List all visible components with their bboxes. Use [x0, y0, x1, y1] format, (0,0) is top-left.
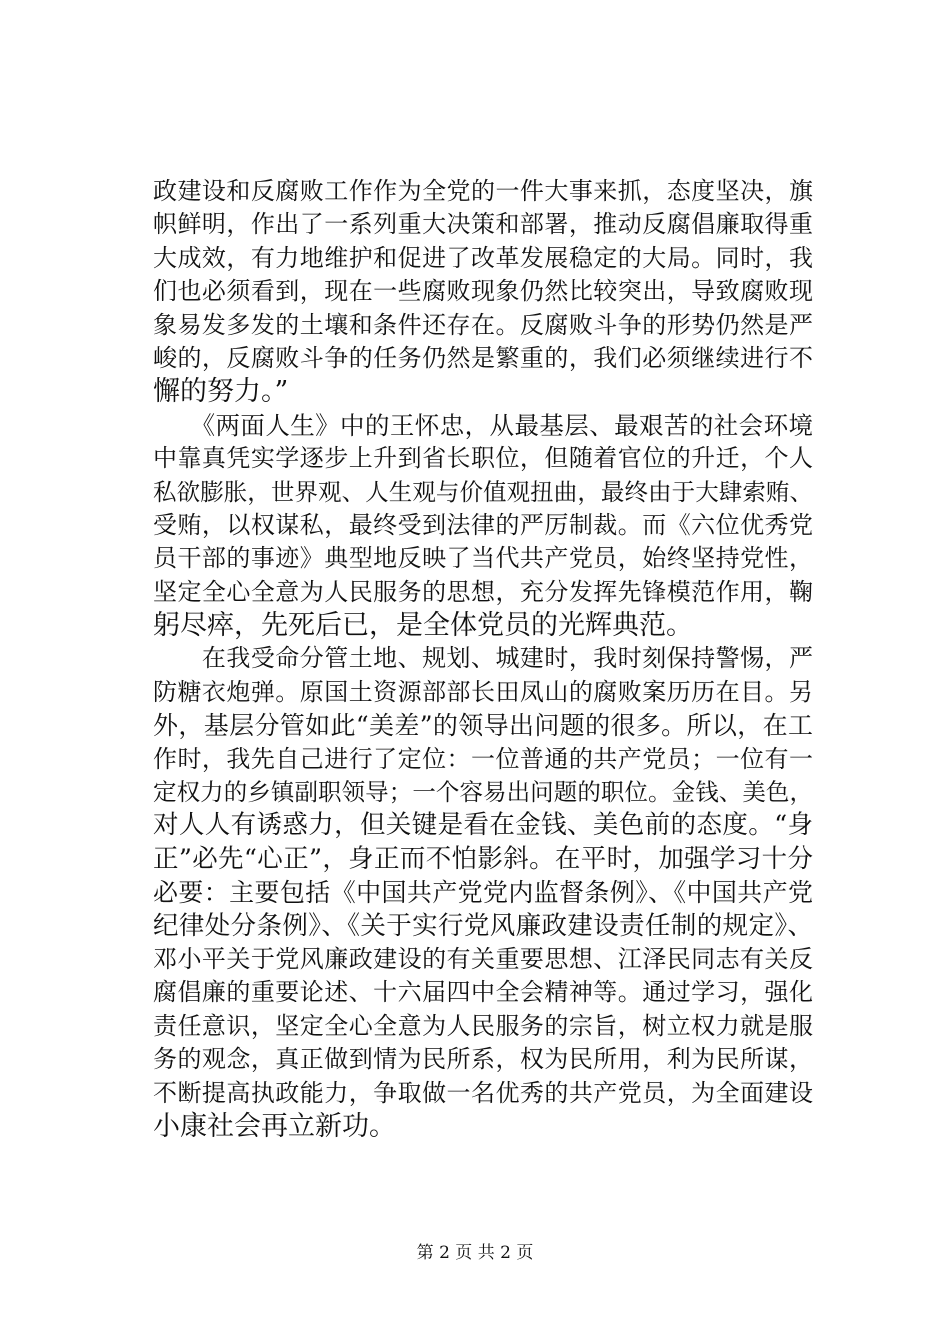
text-line: 腐倡廉的重要论述、十六届四中全会精神等。通过学习，强化 — [153, 978, 813, 1007]
text-line: 防糖衣炮弹。原国土资源部部长田凤山的腐败案历历在目。另 — [153, 677, 813, 706]
page-footer: 第 2 页 共 2 页 — [416, 1243, 534, 1263]
text-line: 受贿，以权谋私，最终受到法律的严厉制裁。而《六位优秀党 — [153, 510, 813, 539]
text-line: 纪律处分条例》、《关于实行党风廉政建设责任制的规定》、 — [153, 910, 813, 941]
text-line: 邓小平关于党风廉政建设的有关重要思想、江泽民同志有关反 — [153, 944, 813, 973]
text-line: 不断提高执政能力，争取做一名优秀的共产党员，为全面建设 — [153, 1078, 813, 1107]
text-line: 《两面人生》中的王怀忠，从最基层、最艰苦的社会环境 — [153, 410, 813, 440]
text-line: 在我受命分管土地、规划、城建时，我时刻保持警惕，严 — [153, 644, 813, 673]
text-line: 政建设和反腐败工作作为全党的一件大事来抓，态度坚决，旗 — [153, 177, 813, 205]
text-line: 务的观念，真正做到情为民所系，权为民所用，利为民所谋， — [153, 1045, 813, 1074]
text-line: 正”必先“心正”，身正而不怕影斜。在平时，加强学习十分 — [153, 843, 813, 874]
text-line: 躬尽瘁，先死后已，是全体党员的光辉典范。 — [153, 610, 693, 642]
text-line: 责任意识，坚定全心全意为人民服务的宗旨，树立权力就是服 — [153, 1011, 813, 1040]
text-line: 定权力的乡镇副职领导；一个容易出问题的职位。金钱、美色， — [153, 778, 813, 807]
document-body — [153, 175, 813, 1143]
text-line: 帜鲜明，作出了一系列重大决策和部署，推动反腐倡廉取得重 — [153, 210, 813, 239]
text-line: 外，基层分管如此“美差”的领导出问题的很多。所以，在工 — [153, 711, 813, 741]
text-line: 懈的努力。” — [153, 376, 289, 408]
text-line: 员干部的事迹》典型地反映了当代共产党员，始终坚持党性， — [153, 544, 813, 573]
text-line: 坚定全心全意为人民服务的思想，充分发挥先锋模范作用，鞠 — [153, 577, 813, 606]
text-line: 们也必须看到，现在一些腐败现象仍然比较突出，导致腐败现 — [153, 277, 813, 306]
text-line: 作时，我先自己进行了定位：一位普通的共产党员；一位有一 — [153, 744, 813, 773]
text-line: 对人人有诱惑力，但关键是看在金钱、美色前的态度。“身 — [153, 810, 813, 841]
text-line: 私欲膨胀，世界观、人生观与价值观扭曲，最终由于大肆索贿、 — [153, 477, 813, 506]
text-line: 中靠真凭实学逐步上升到省长职位，但随着官位的升迁，个人 — [153, 444, 813, 473]
text-line: 象易发多发的土壤和条件还存在。反腐败斗争的形势仍然是严 — [153, 310, 813, 339]
text-line: 峻的，反腐败斗争的任务仍然是繁重的，我们必须继续进行不 — [153, 343, 813, 372]
text-line: 必要：主要包括《中国共产党党内监督条例》、《中国共产党 — [153, 878, 813, 908]
text-line: 大成效，有力地维护和促进了改革发展稳定的大局。同时，我 — [153, 243, 813, 272]
text-line: 小康社会再立新功。 — [153, 1110, 396, 1142]
